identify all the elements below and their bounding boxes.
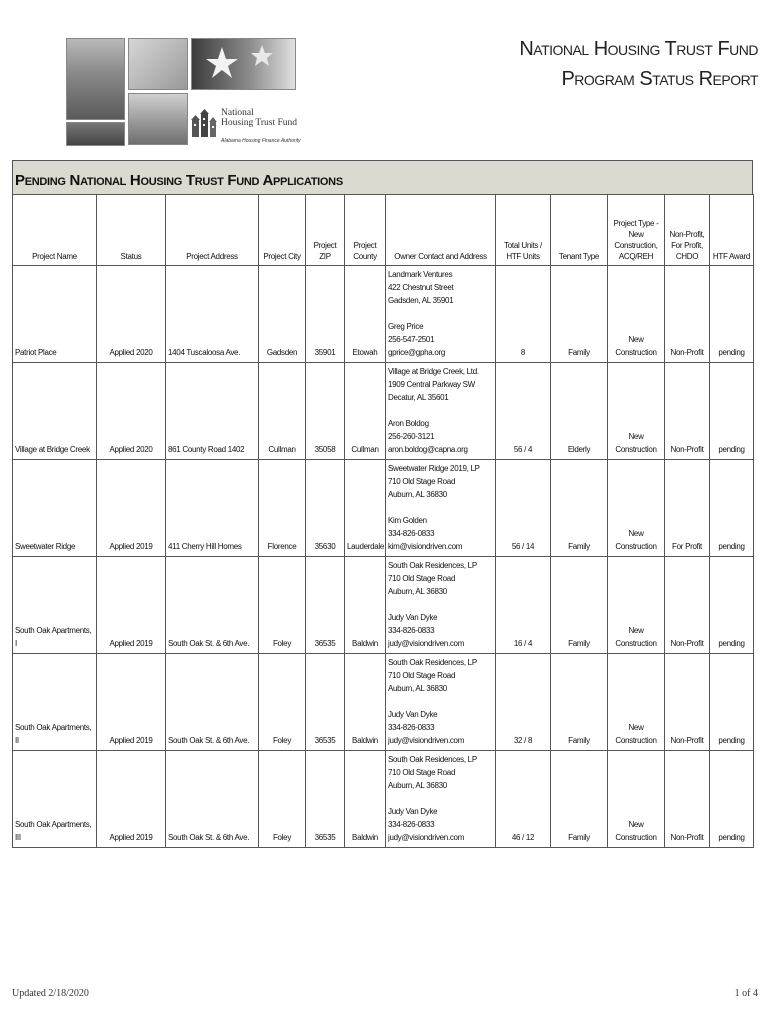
cell-profit-type: For Profit xyxy=(665,460,710,557)
column-header-tenant-type: Tenant Type xyxy=(551,195,608,266)
cell-project-type: New Construction xyxy=(608,363,665,460)
cell-address: 411 Cherry Hill Homes xyxy=(166,460,259,557)
report-title xyxy=(519,34,758,94)
cell-project-type: New Construction xyxy=(608,557,665,654)
cell-project-name: Patriot Place xyxy=(13,266,97,363)
cell-owner-contact: South Oak Residences, LP 710 Old Stage Road Auburn, AL 36830 Judy Van Dyke 334-826-0833 judy@visiondriven.com xyxy=(386,557,496,654)
cell-htf-award: pending xyxy=(710,266,754,363)
cell-htf-award: pending xyxy=(710,460,754,557)
cell-zip: 35630 xyxy=(306,460,345,557)
table-header-row xyxy=(13,195,754,266)
logo-subtitle: Alabama Housing Finance Authority xyxy=(221,138,301,144)
logo-line2: Housing Trust Fund xyxy=(221,118,298,128)
header-photo-street xyxy=(66,122,125,146)
cell-profit-type: Non-Profit xyxy=(665,751,710,848)
cell-county: Baldwin xyxy=(345,557,386,654)
header-photo-interior xyxy=(128,38,188,90)
cell-status: Applied 2019 xyxy=(97,751,166,848)
column-header-project-zip: Project ZIP xyxy=(306,195,345,266)
cell-project-name: South Oak Apartments, I xyxy=(13,557,97,654)
cell-zip: 35058 xyxy=(306,363,345,460)
cell-owner-contact: South Oak Residences, LP 710 Old Stage Road Auburn, AL 36830 Judy Van Dyke 334-826-0833 judy@visiondriven.com xyxy=(386,751,496,848)
table-row xyxy=(13,460,754,557)
cell-profit-type: Non-Profit xyxy=(665,557,710,654)
cell-project-name: Village at Bridge Creek xyxy=(13,363,97,460)
cell-owner-contact: South Oak Residences, LP 710 Old Stage Road Auburn, AL 36830 Judy Van Dyke 334-826-0833 judy@visiondriven.com xyxy=(386,654,496,751)
column-header-project-name: Project Name xyxy=(13,195,97,266)
cell-city: Gadsden xyxy=(259,266,306,363)
table-row xyxy=(13,266,754,363)
cell-units: 8 xyxy=(496,266,551,363)
cell-county: Cullman xyxy=(345,363,386,460)
cell-city: Foley xyxy=(259,557,306,654)
report-title-line1: National Housing Trust Fund xyxy=(519,38,758,60)
cell-tenant-type: Family xyxy=(551,654,608,751)
cell-tenant-type: Elderly xyxy=(551,363,608,460)
logo-text xyxy=(221,108,297,128)
cell-address: South Oak St. & 6th Ave. xyxy=(166,557,259,654)
cell-units: 16 / 4 xyxy=(496,557,551,654)
cell-address: South Oak St. & 6th Ave. xyxy=(166,654,259,751)
cell-project-type: New Construction xyxy=(608,654,665,751)
cell-status: Applied 2020 xyxy=(97,266,166,363)
cell-status: Applied 2020 xyxy=(97,363,166,460)
cell-project-type: New Construction xyxy=(608,460,665,557)
column-header-units: Total Units / HTF Units xyxy=(496,195,551,266)
cell-project-type: New Construction xyxy=(608,266,665,363)
cell-zip: 35901 xyxy=(306,266,345,363)
applications-table xyxy=(12,194,754,848)
nhtf-logo xyxy=(191,104,301,144)
column-header-project-county: Project County xyxy=(345,195,386,266)
footer-updated-date: Updated 2/18/2020 xyxy=(12,988,89,999)
table-row xyxy=(13,654,754,751)
cell-zip: 36535 xyxy=(306,654,345,751)
column-header-project-address: Project Address xyxy=(166,195,259,266)
column-header-htf-award: HTF Award xyxy=(710,195,754,266)
cell-tenant-type: Family xyxy=(551,460,608,557)
cell-owner-contact: Landmark Ventures 422 Chestnut Street Gadsden, AL 35901 Greg Price 256-547-2501 gprice@gpha.org xyxy=(386,266,496,363)
cell-city: Florence xyxy=(259,460,306,557)
cell-project-name: South Oak Apartments, III xyxy=(13,751,97,848)
report-title-line2: Program Status Report xyxy=(561,68,758,90)
cell-units: 56 / 4 xyxy=(496,363,551,460)
cell-tenant-type: Family xyxy=(551,266,608,363)
cell-units: 46 / 12 xyxy=(496,751,551,848)
footer-page-number: 1 of 4 xyxy=(734,988,758,999)
cell-status: Applied 2019 xyxy=(97,460,166,557)
cell-status: Applied 2019 xyxy=(97,557,166,654)
section-header-bar xyxy=(12,160,753,194)
cell-profit-type: Non-Profit xyxy=(665,363,710,460)
column-header-owner-contact: Owner Contact and Address xyxy=(386,195,496,266)
cell-htf-award: pending xyxy=(710,557,754,654)
cell-owner-contact: Village at Bridge Creek, Ltd. 1909 Central Parkway SW Decatur, AL 35601 Aron Boldog 256-260-3121 aron.boldog@capna.org xyxy=(386,363,496,460)
cell-county: Etowah xyxy=(345,266,386,363)
cell-tenant-type: Family xyxy=(551,751,608,848)
cell-profit-type: Non-Profit xyxy=(665,654,710,751)
cell-county: Lauderdale xyxy=(345,460,386,557)
header-photo-residents xyxy=(128,93,188,145)
logo-line1: National xyxy=(221,108,254,118)
cell-address: 861 County Road 1402 xyxy=(166,363,259,460)
cell-address: 1404 Tuscaloosa Ave. xyxy=(166,266,259,363)
cell-profit-type: Non-Profit xyxy=(665,266,710,363)
header-photo-building xyxy=(66,38,125,120)
cell-project-name: Sweetwater Ridge xyxy=(13,460,97,557)
cell-htf-award: pending xyxy=(710,363,754,460)
column-header-project-city: Project City xyxy=(259,195,306,266)
table-row xyxy=(13,557,754,654)
cell-status: Applied 2019 xyxy=(97,654,166,751)
cell-zip: 36535 xyxy=(306,751,345,848)
cell-county: Baldwin xyxy=(345,751,386,848)
cell-tenant-type: Family xyxy=(551,557,608,654)
section-title: Pending National Housing Trust Fund Applications xyxy=(15,172,343,189)
cell-address: South Oak St. & 6th Ave. xyxy=(166,751,259,848)
header-photo-flag xyxy=(191,38,296,90)
cell-units: 32 / 8 xyxy=(496,654,551,751)
cell-project-type: New Construction xyxy=(608,751,665,848)
cell-city: Foley xyxy=(259,751,306,848)
cell-city: Cullman xyxy=(259,363,306,460)
cell-htf-award: pending xyxy=(710,654,754,751)
column-header-project-type: Project Type - New Construction, ACQ/REH xyxy=(608,195,665,266)
cell-county: Baldwin xyxy=(345,654,386,751)
table-row xyxy=(13,363,754,460)
column-header-status: Status xyxy=(97,195,166,266)
cell-htf-award: pending xyxy=(710,751,754,848)
column-header-profit-type: Non-Profit, For Profit, CHDO xyxy=(665,195,710,266)
table-row xyxy=(13,751,754,848)
houses-logo-icon xyxy=(191,108,217,138)
cell-city: Foley xyxy=(259,654,306,751)
cell-units: 56 / 14 xyxy=(496,460,551,557)
cell-zip: 36535 xyxy=(306,557,345,654)
cell-owner-contact: Sweetwater Ridge 2019, LP 710 Old Stage Road Auburn, AL 36830 Kim Golden 334-826-0833 kim@visiondriven.com xyxy=(386,460,496,557)
cell-project-name: South Oak Apartments, II xyxy=(13,654,97,751)
